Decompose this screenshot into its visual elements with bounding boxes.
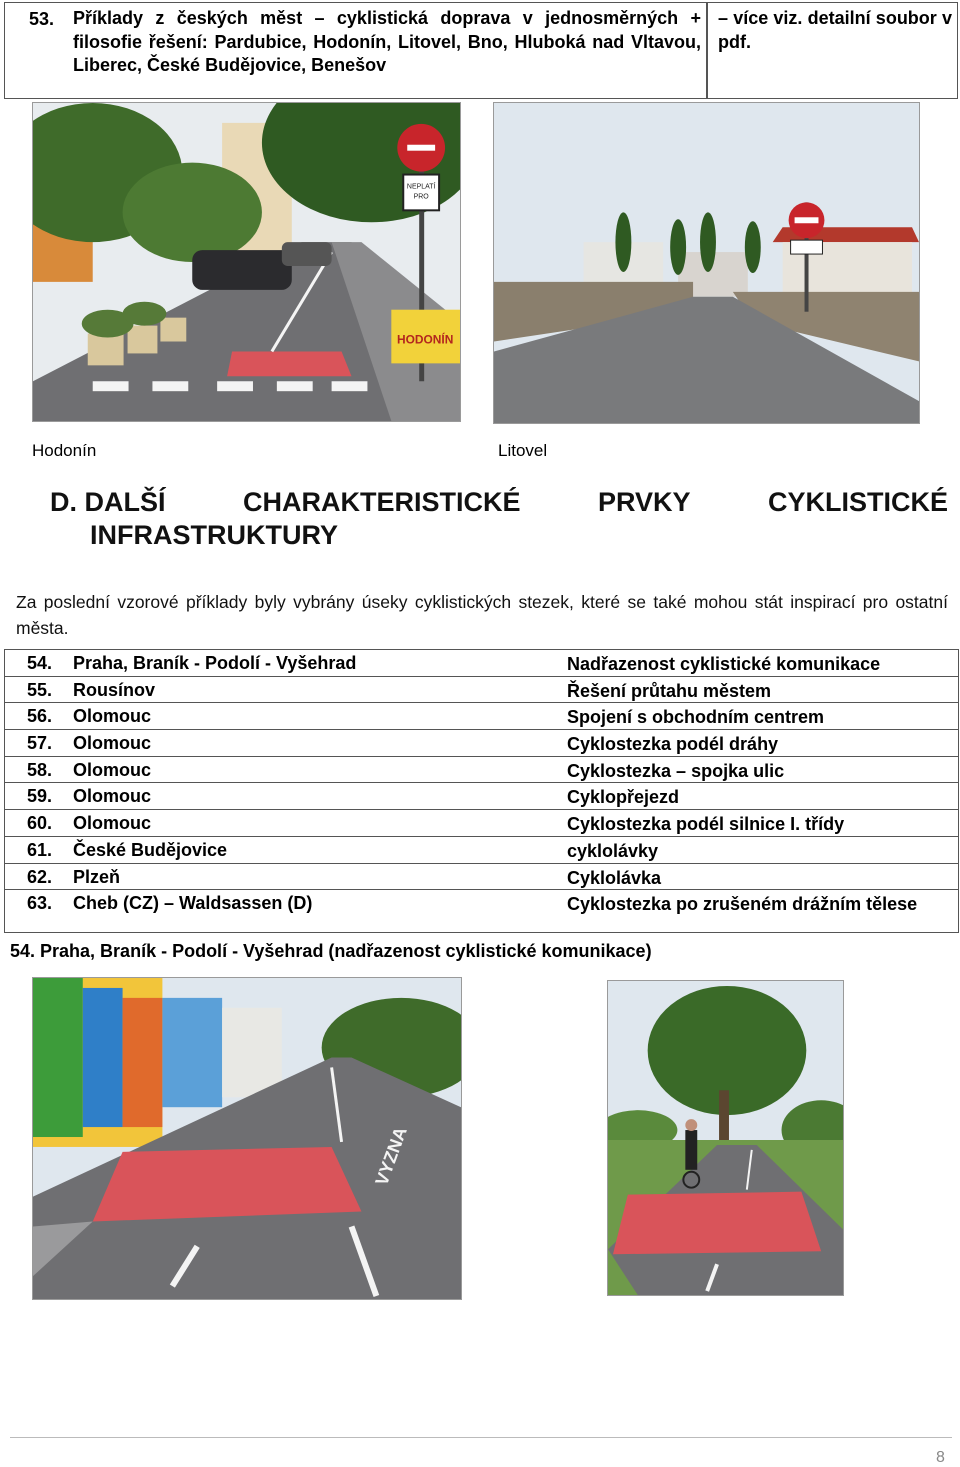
top-table <box>4 2 958 99</box>
table-row: 63. Cheb (CZ) – Waldsassen (D) Cyklostezka po zrušeném drážním tělese <box>27 893 918 915</box>
table-row: 62. Plzeň Cyklolávka <box>5 864 958 891</box>
table-row: 59. Olomouc Cyklopřejezd <box>5 783 958 810</box>
sign-text: NEPLATÍ <box>406 183 436 191</box>
subheading-54: 54. Praha, Braník - Podolí - Vyšehrad (nadřazenost cyklistické komunikace) <box>10 941 652 961</box>
section-heading: D. DALŠÍ CHARAKTERISTICKÉ PRVKY CYKLISTICKÉ INFRASTRUKTURY <box>50 487 948 550</box>
road-marking-text: VYZNA <box>371 1124 411 1189</box>
banner-text: HODONÍN <box>396 332 454 347</box>
svg-text:PRO: PRO <box>413 193 429 201</box>
heading-prefix: D. <box>50 487 77 517</box>
heading-line-2: INFRASTRUKTURY <box>90 520 338 550</box>
table-row: 55. Rousínov Řešení průtahu městem <box>5 677 958 704</box>
photo-litovel <box>493 102 920 424</box>
photo-praha-right <box>607 980 844 1296</box>
table-row: 57. Olomouc Cyklostezka podél dráhy <box>5 730 958 757</box>
photo-hodonin <box>32 102 461 422</box>
caption-litovel: Litovel <box>498 441 548 460</box>
table-row: 60. Olomouc Cyklostezka podél silnice I. třídy <box>5 810 958 837</box>
examples-table <box>4 649 959 933</box>
page-number: 8 <box>936 1449 945 1466</box>
item-description: Příklady z českých měst – cyklistická doprava v jednosměrných + filosofie řešení: Pardubice, Hodonín, Litovel, Bno, Hluboká nad Vltavou, Liberec, České Budějovice, Benešov <box>73 8 701 75</box>
intro-paragraph: Za poslední vzorové příklady byly vybrány úseky cyklistických stezek, které se také mohou stát inspirací pro ostatní města. <box>16 592 948 638</box>
footer-divider <box>10 1437 952 1438</box>
item-more-info: – více viz. detailní soubor v pdf. <box>718 8 952 52</box>
table-row: 61. České Budějovice cyklolávky <box>5 837 958 864</box>
column-divider <box>706 3 708 98</box>
table-row: 54. Praha, Braník - Podolí - Vyšehrad Nadřazenost cyklistické komunikace <box>5 650 958 677</box>
caption-hodonin: Hodonín <box>32 441 97 460</box>
item-number: 53. <box>29 9 55 29</box>
photo-praha-left <box>32 977 462 1300</box>
table-row: 58. Olomouc Cyklostezka – spojka ulic <box>5 757 958 784</box>
table-row: 56. Olomouc Spojení s obchodním centrem <box>5 703 958 730</box>
